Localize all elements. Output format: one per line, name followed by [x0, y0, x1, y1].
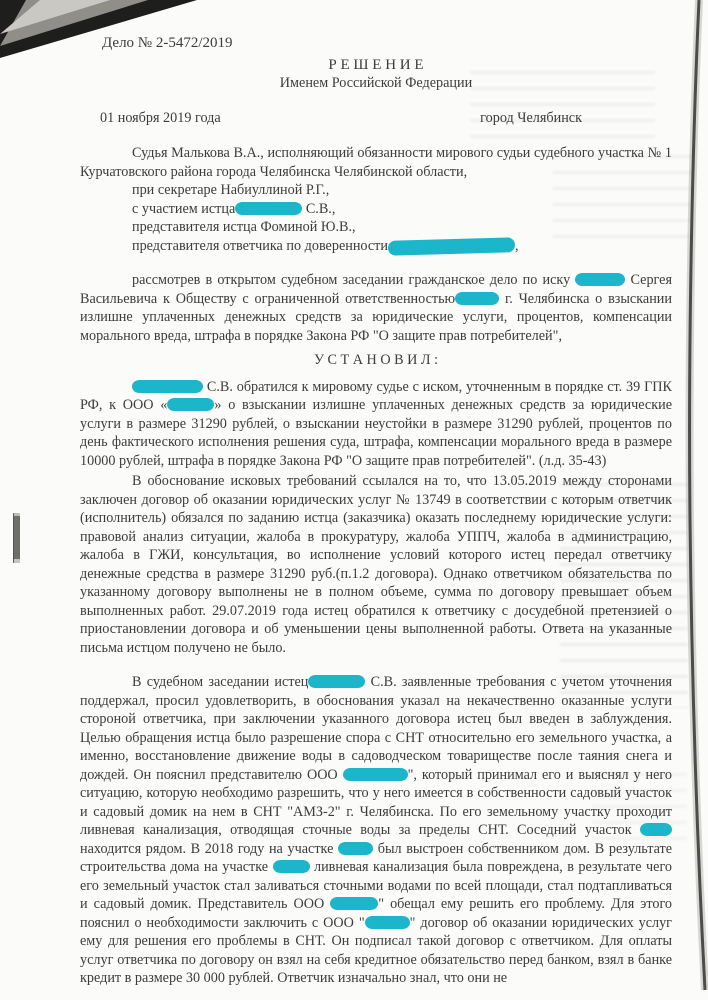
date-row	[80, 109, 672, 128]
redaction-mark	[235, 202, 302, 215]
redaction-mark	[273, 860, 310, 873]
plaintiff-representative-line: представителя истца Фоминой Ю.В.,	[132, 219, 356, 235]
claim-paragraph: С.В. обратился к мировому судье с иском, уточненным в порядке ст. 39 ГПК РФ, к ООО « » о взыскании излишне уплаченных денежных средств за юридические услуги в размере 31290 рублей, о взыскании неустойки в размере 31290 рублей, процентов по день фактического исполнения решения суда, штрафа, компенсации морального вреда в размере 10000 рублей, штрафа в порядке Закона РФ "О защите прав потребителей". (л.д. 35-43)	[80, 378, 672, 469]
document-content	[80, 34, 672, 988]
redaction-mark	[388, 237, 515, 256]
redaction-mark	[338, 842, 373, 855]
document-body	[80, 144, 672, 988]
redaction-mark	[167, 398, 214, 411]
defendant-representative-line: представителя ответчика по доверенности ,	[132, 237, 519, 254]
redaction-mark	[455, 292, 499, 305]
established-heading: У С Т А Н О В И Л :	[313, 352, 439, 368]
redaction-mark	[132, 380, 203, 393]
plaintiff-line: с участием истца С.В.,	[132, 200, 336, 217]
secretary-line: при секретаре Набиуллиной Р.Г.,	[132, 182, 330, 198]
decision-title: Р Е Ш Е Н И Е	[328, 56, 424, 73]
intro-judge-paragraph: Судья Малькова В.А., исполняющий обязанности мирового судьи судебного участка № 1 Курчатовского района города Челябинска Челябинской области,	[80, 145, 672, 180]
staple-mark	[13, 513, 20, 563]
redaction-mark	[640, 823, 672, 836]
case-number: Дело № 2-5472/2019	[102, 35, 233, 51]
redaction-mark	[365, 916, 410, 929]
hearing-paragraph: В судебном заседании истец С.В. заявленные требования с учетом уточнения поддержал, просил удовлетворить, в обоснования указал на некачественно оказанные услуги стороной ответчика, при заключении указанного договора истец был введен в заблуждения. Целью обращения истца было разрешение спора с СНТ относительно его земельного участка, а именно, восстановление движение воды в садоводческом товариществе после таяния снега и дождей. Он пояснил представителю ООО ", который принимал его и выяснял у него ситуацию, которую необходимо разрешить, что у него имеется в собственности садовый участок и садовый домик на нем в СНТ "АМЗ-2" г. Челябинска. По его земельному участку проходит ливневая канализация, отводящая сточные воды за пределы СНТ. Соседний участок находится рядом. В 2018 году на участке был выстроен собственником дом. В результате строительства дома на участке ливневая канализация была повреждена, в результате чего его земельный участок стал заливаться сточными водами по всей площади, стал подтапливаться и садовый домик. Представитель ООО " обещал ему решить его проблему. Для этого пояснил о необходимости заключить с ООО " " договор об оказании юридических услуг ему для решения его проблемы в СНТ. Он подписал такой договор с ответчиком. Для оплаты услуг ответчика по договору он взял на себя кредитное обязательство перед банком, взял в банке кредит в размере 30 000 рублей. Ответчик изначально знал, что они не	[80, 674, 673, 986]
redaction-mark	[330, 897, 378, 910]
justification-paragraph: В обоснование исковых требований ссылался на то, что 13.05.2019 между сторонами заключен договор об оказании юридических услуг № 13749 в соответствии с которым ответчик (исполнитель) обязался по заданию истца (заказчика) оказать последнему юридические услуги: правовой анализ ситуации, жалоба в прокуратуру, жалоба УППЧ, жалоба в администрацию, жалоба в ГЖИ, консультация, во исполнение условий которого истец передал ответчику денежные средства в размере 31290 руб.(п.1.2 договора). Однако ответчиком обязательства по указанному договору выполнены не в полном объеме, сумма по договору превышает объем выполненных работ. 29.07.2019 года истец обратился к ответчику с досудебной претензией о приостановлении договора и об уменьшении цены выполненной работы. Ответа на указанные письма истцом получено не было.	[80, 473, 672, 656]
redaction-mark	[308, 675, 365, 688]
decision-subtitle: Именем Российской Федерации	[279, 75, 473, 91]
case-summary-paragraph: рассмотрев в открытом судебном заседании гражданское дело по иску Сергея Васильевича к Обществу с ограниченной ответственностью г. Челябинска о взыскании излишне уплаченных денежных средств за юридические услуги, процентов, компенсации морального вреда, штрафа в порядке Закона РФ "О защите прав потребителей",	[80, 272, 673, 344]
decision-city: город Челябинск	[480, 109, 582, 126]
decision-date: 01 ноября 2019 года	[100, 109, 221, 126]
redaction-mark	[575, 273, 625, 286]
redaction-mark	[343, 768, 408, 781]
